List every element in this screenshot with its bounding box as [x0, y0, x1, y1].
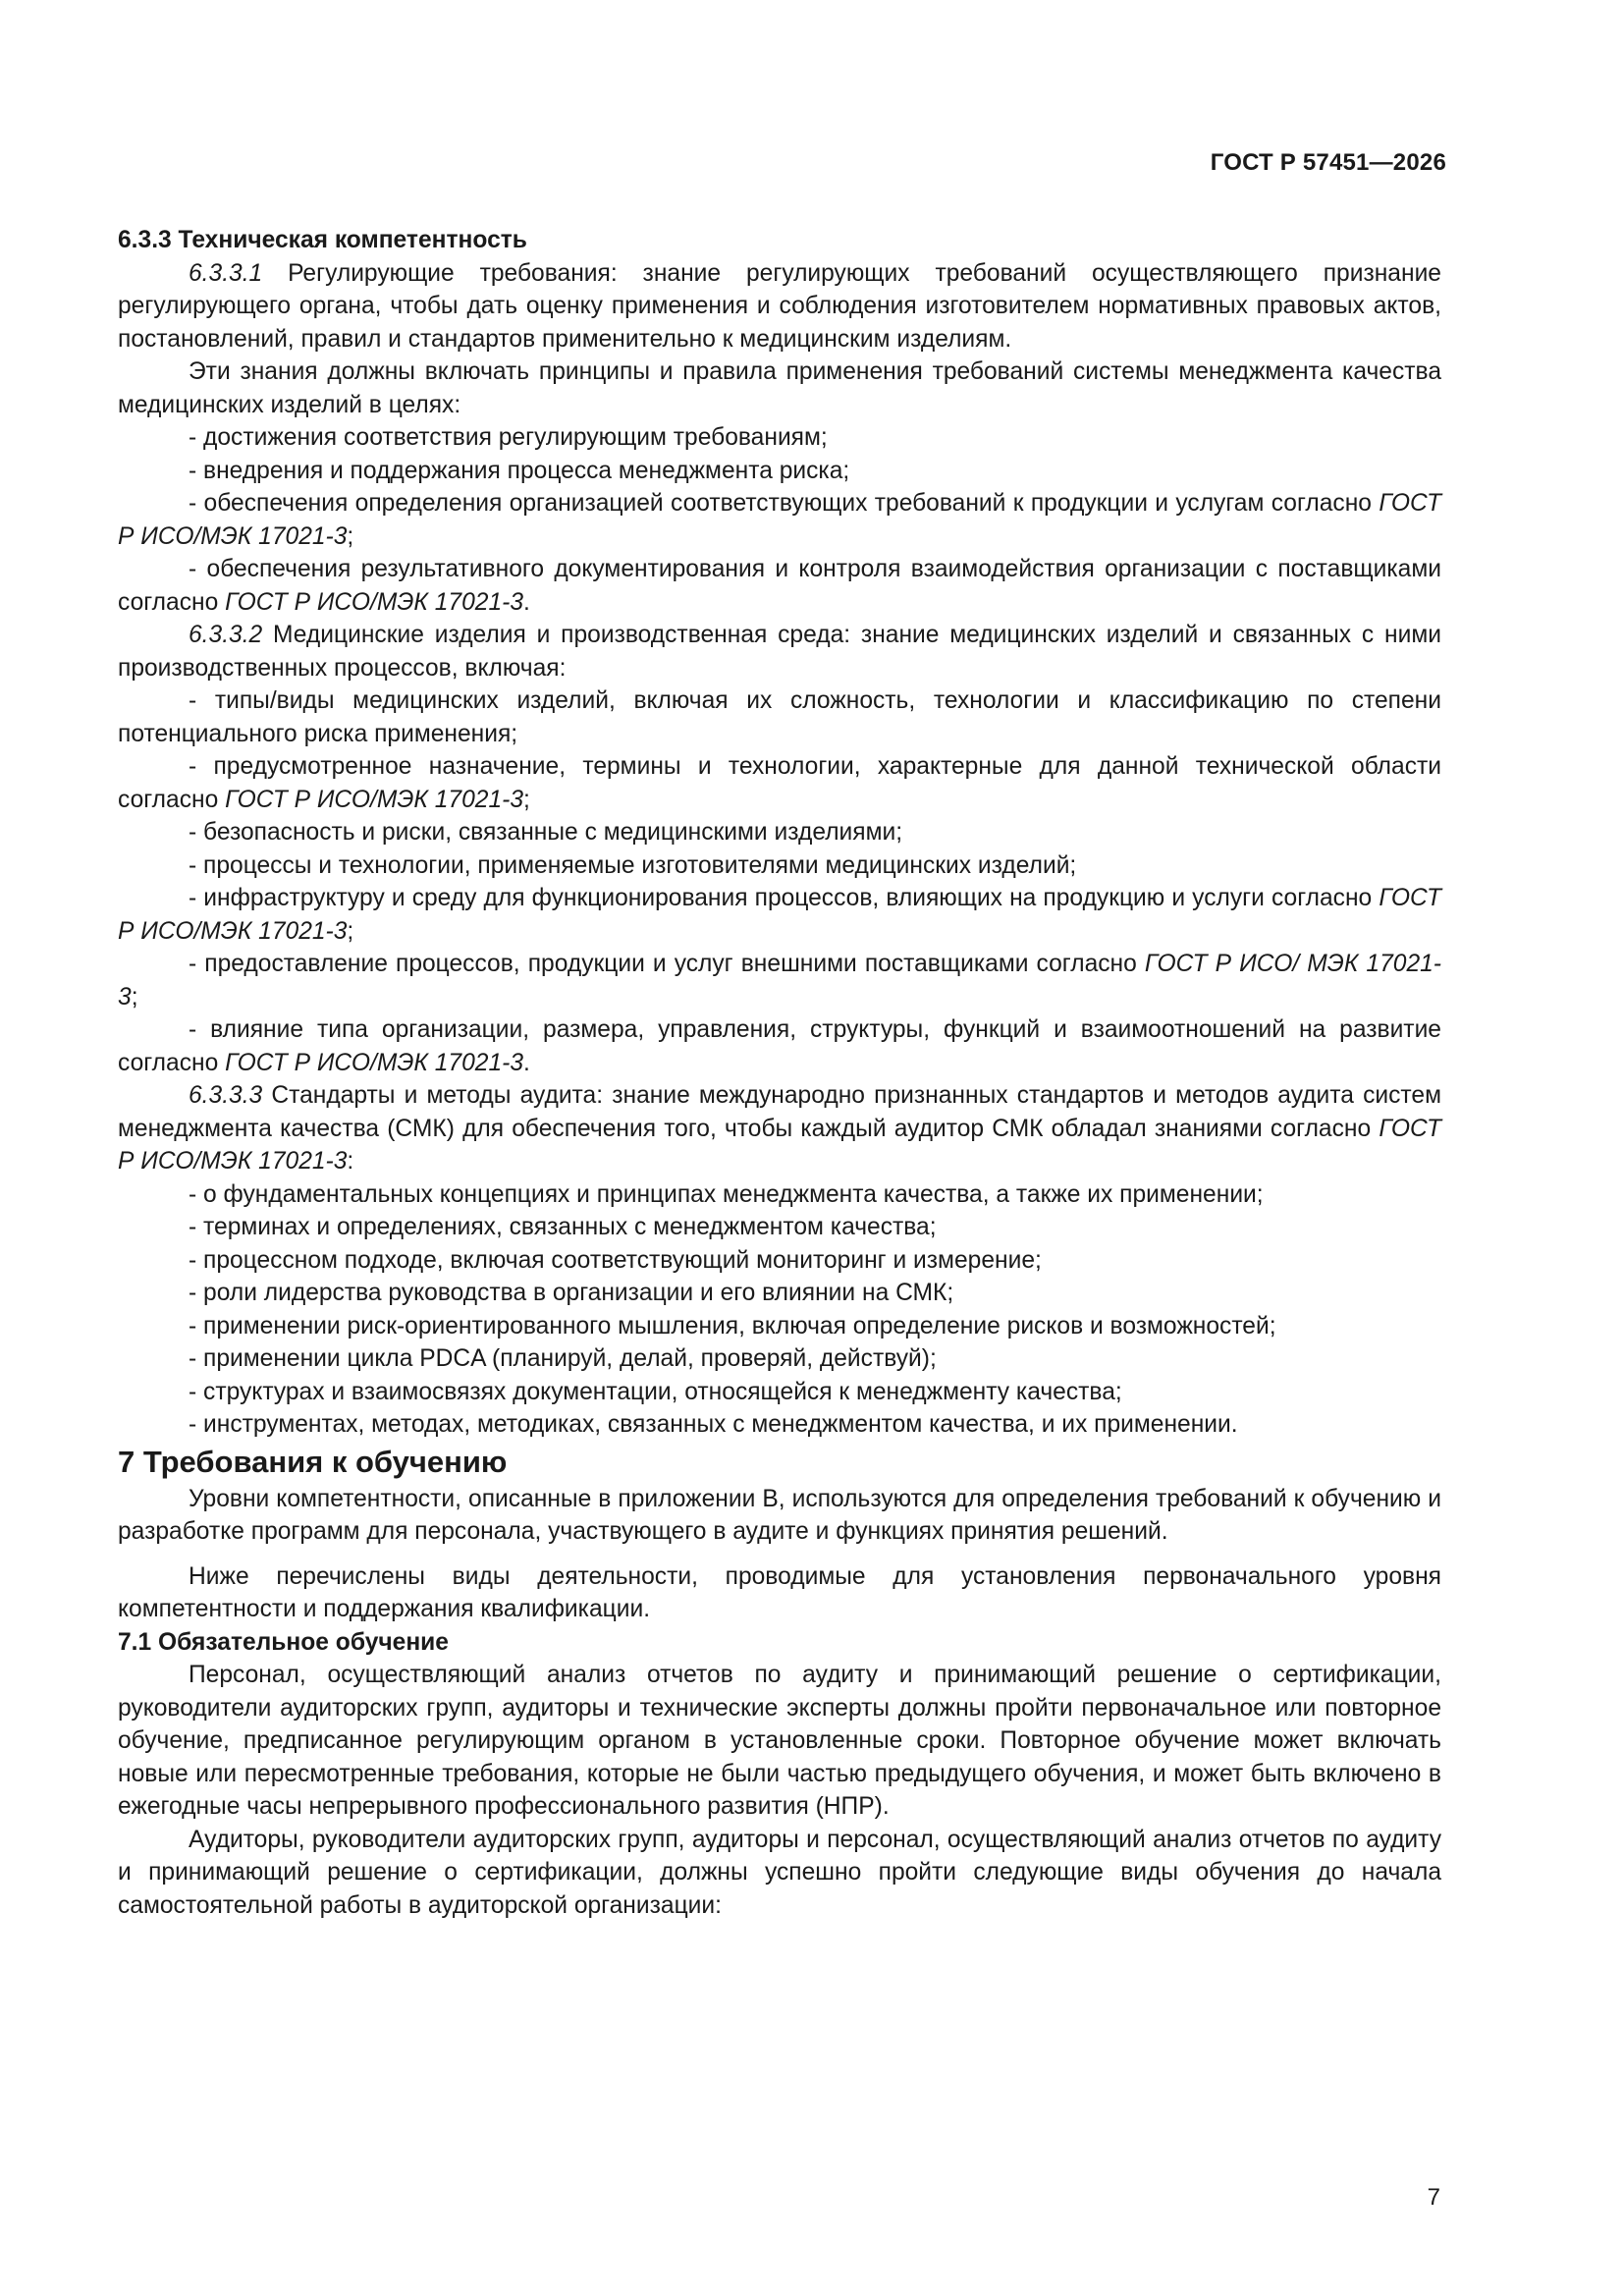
standard-reference: ГОСТ Р ИСО/МЭК 17021-3	[225, 588, 524, 616]
para-6-3-3-2: 6.3.3.2 Медицинские изделия и производственная среда: знание медицинских изделий и связанных с ними производственных процессов, включая:	[118, 622, 1441, 682]
list-item: - обеспечения определения организацией соответствующих требований к продукции и услугам согласно ГОСТ Р ИСО/МЭК 17021-3;	[118, 490, 1441, 550]
list-item: - о фундаментальных концепциях и принципах менеджмента качества, а также их применении;	[189, 1180, 1264, 1208]
clause-number: 6.3.3.2	[189, 622, 263, 648]
standard-reference: ГОСТ Р ИСО/МЭК 17021-3	[118, 1115, 1441, 1175]
standard-reference: ГОСТ Р ИСО/МЭК 17021-3	[118, 885, 1441, 945]
page-number: 7	[1427, 2184, 1440, 2211]
standard-reference: ГОСТ Р ИСО/ МЭК 17021-3	[118, 951, 1441, 1011]
list-item: - типы/виды медицинских изделий, включая их сложность, технологии и классификацию по степени потенциального риска применения;	[118, 687, 1441, 747]
list-item: - терминах и определениях, связанных с менеджментом качества;	[189, 1214, 937, 1240]
list-item: - предусмотренное назначение, термины и технологии, характерные для данной технической области согласно ГОСТ Р ИСО/МЭК 17021-3;	[118, 753, 1441, 813]
para-6-3-3-1: 6.3.3.1 Регулирующие требования: знание регулирующих требований осуществляющего признание регулирующего органа, чтобы дать оценку применения и соблюдения изготовителем нормативных правовых актов, постановлений, правил и стандартов применительно к медицинским изделиям.	[118, 259, 1441, 353]
clause-number: 6.3.3.3	[189, 1082, 263, 1109]
list-item: - внедрения и поддержания процесса менеджмента риска;	[189, 457, 850, 484]
para-6-3-3-3: 6.3.3.3 Стандарты и методы аудита: знание международно признанных стандартов и методов аудита систем менеджмента качества (СМК) для обеспечения того, чтобы каждый аудитор СМК обладал знаниями согласно ГОСТ Р ИСО/МЭК 17021-3:	[118, 1082, 1441, 1175]
list-item: - предоставление процессов, продукции и услуг внешними поставщиками согласно ГОСТ Р ИСО/ МЭК 17021-3;	[118, 951, 1441, 1011]
paragraph: Персонал, осуществляющий анализ отчетов по аудиту и принимающий решение о сертификации, руководители аудиторских групп, аудиторы и технические эксперты должны пройти первоначальное или повторное обучение, предписанное регулирующим органом в установленные сроки. Повторное обучение может включать новые или пересмотренные требования, которые не были частью предыдущего обучения, и может быть включено в ежегодные часы непрерывного профессионального развития (НПР).	[118, 1662, 1441, 1820]
clause-number: 6.3.3.1	[189, 259, 263, 287]
standard-reference: ГОСТ Р ИСО/МЭК 17021-3	[225, 786, 524, 813]
list-item: - процессном подходе, включая соответствующий мониторинг и измерение;	[189, 1246, 1042, 1274]
list-item: - инфраструктуру и среду для функционирования процессов, влияющих на продукцию и услуги согласно ГОСТ Р ИСО/МЭК 17021-3;	[118, 885, 1441, 945]
list-item: - обеспечения результативного документирования и контроля взаимодействия организации с поставщиками согласно ГОСТ Р ИСО/МЭК 17021-3.	[118, 556, 1441, 616]
paragraph: Уровни компетентности, описанные в приложении В, используются для определения требований к обучению и разработке программ для персонала, участвующего в аудите и функциях принятия решений.	[118, 1485, 1441, 1545]
heading-7: 7 Требования к обучению	[118, 1444, 508, 1479]
page-content	[118, 224, 1441, 1922]
list-item: - роли лидерства руководства в организации и его влиянии на СМК;	[189, 1280, 954, 1306]
list-item: - инструментах, методах, методиках, связанных с менеджментом качества, и их применении.	[189, 1411, 1238, 1438]
list-item: - достижения соответствия регулирующим требованиям;	[189, 424, 828, 451]
list-item: - применении цикла PDCA (планируй, делай, проверяй, действуй);	[189, 1345, 937, 1372]
paragraph: Эти знания должны включать принципы и правила применения требований системы менеджмента качества медицинских изделий в целях:	[118, 358, 1441, 418]
list-item: - структурах и взаимосвязях документации, относящейся к менеджменту качества;	[189, 1378, 1122, 1405]
paragraph: Ниже перечислены виды деятельности, проводимые для установления первоначального уровня компетентности и поддержания квалификации.	[118, 1562, 1441, 1622]
heading-7-1: 7.1 Обязательное обучение	[118, 1628, 449, 1656]
standard-reference: ГОСТ Р ИСО/МЭК 17021-3	[118, 490, 1441, 550]
list-item: - безопасность и риски, связанные с медицинскими изделиями;	[189, 819, 903, 846]
paragraph: Аудиторы, руководители аудиторских групп, аудиторы и персонал, осуществляющий анализ отчетов по аудиту и принимающий решение о сертификации, должны успешно пройти следующие виды обучения до начала самостоятельной работы в аудиторской организации:	[118, 1826, 1441, 1919]
list-item: - влияние типа организации, размера, управления, структуры, функций и взаимоотношений на развитие согласно ГОСТ Р ИСО/МЭК 17021-3.	[118, 1016, 1441, 1076]
heading-6-3-3: 6.3.3 Техническая компетентность	[118, 227, 527, 253]
list-item: - применении риск-ориентированного мышления, включая определение рисков и возможностей;	[189, 1312, 1276, 1339]
document-code: ГОСТ Р 57451—2026	[1210, 149, 1446, 176]
standard-reference: ГОСТ Р ИСО/МЭК 17021-3	[225, 1049, 524, 1076]
list-item: - процессы и технологии, применяемые изготовителями медицинских изделий;	[189, 851, 1077, 879]
